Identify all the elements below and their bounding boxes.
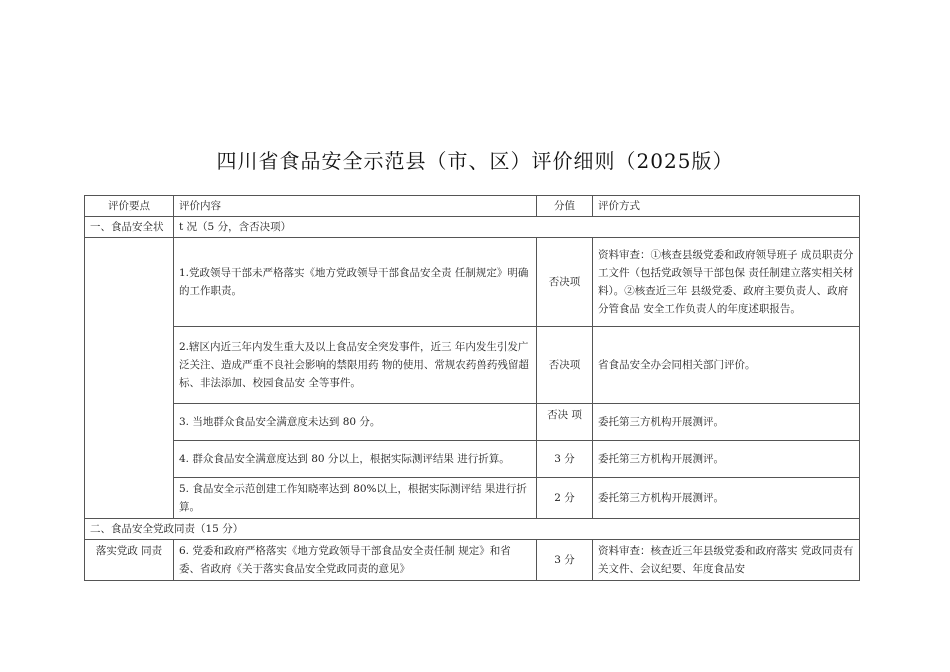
table-row xyxy=(85,238,860,327)
section-2-label: 二、食品安全党政同责（15 分） xyxy=(85,519,860,540)
row-4-method: 委托第三方机构开展测评。 xyxy=(593,441,860,478)
table-row xyxy=(85,540,860,581)
table-header-row xyxy=(85,196,860,217)
row-3-content: 3. 当地群众食品安全满意度未达到 80 分。 xyxy=(174,404,537,441)
header-eval-content: 评价内容 xyxy=(174,196,537,217)
row-6-point: 落实党政 同责 xyxy=(85,540,174,581)
row-6-content: 6. 党委和政府严格落实《地方党政领导干部食品安全责任制 规定》和省委、省政府《关于落实食品安全党政同责的意见》 xyxy=(174,540,537,581)
row-3-method: 委托第三方机构开展测评。 xyxy=(593,404,860,441)
row-2-score: 否决项 xyxy=(537,327,593,404)
header-eval-point: 评价要点 xyxy=(85,196,174,217)
row-4-content: 4. 群众食品安全满意度达到 80 分以上，根据实际测评结果 进行折算。 xyxy=(174,441,537,478)
row-6-score: 3 分 xyxy=(537,540,593,581)
section-1-label-right: t 况（5 分，含否决项） xyxy=(174,217,860,238)
row-5-content: 5. 食品安全示范创建工作知晓率达到 80%以上，根据实际测评结 果进行折算。 xyxy=(174,478,537,519)
row-2-method: 省食品安全办会同相关部门评价。 xyxy=(593,327,860,404)
evaluation-table xyxy=(84,195,860,581)
table-row xyxy=(85,327,860,404)
row-1-content: 1.党政领导干部未严格落实《地方党政领导干部食品安全责 任制规定》明确的工作职责。 xyxy=(174,238,537,327)
table-row xyxy=(85,404,860,441)
row-4-score: 3 分 xyxy=(537,441,593,478)
table-row xyxy=(85,441,860,478)
row-5-method: 委托第三方机构开展测评。 xyxy=(593,478,860,519)
row-1-score: 否决项 xyxy=(537,238,593,327)
section-1-label-left: 一、食品安全状 xyxy=(85,217,174,238)
section-row xyxy=(85,519,860,540)
row-1-method: 资料审查：①核查县级党委和政府领导班子 成员职责分工文件（包括党政领导干部包保 责任制建立落实相关材料）。②核查近三年 县级党委、政府主要负责人、政府分管食品 安全工作负责人的年度述职报告。 xyxy=(593,238,860,327)
row-5-score: 2 分 xyxy=(537,478,593,519)
header-score: 分值 xyxy=(537,196,593,217)
table-row xyxy=(85,478,860,519)
row-3-score: 否决 项 xyxy=(537,404,593,441)
document-title: 四川省食品安全示范县（市、区）评价细则（2025版） xyxy=(216,149,734,173)
row-2-content: 2.辖区内近三年内发生重大及以上食品安全突发事件，近三 年内发生引发广泛关注、造成严重不良社会影响的禁限用药 物的使用、常规农药兽药残留超标、非法添加、校园食品安 全等事件。 xyxy=(174,327,537,404)
row-6-method: 资料审查：核查近三年县级党委和政府落实 党政同责有关文件、会议纪要、年度食品安 xyxy=(593,540,860,581)
header-eval-method: 评价方式 xyxy=(593,196,860,217)
section-row xyxy=(85,217,860,238)
eval-point-cell-empty xyxy=(85,238,174,519)
